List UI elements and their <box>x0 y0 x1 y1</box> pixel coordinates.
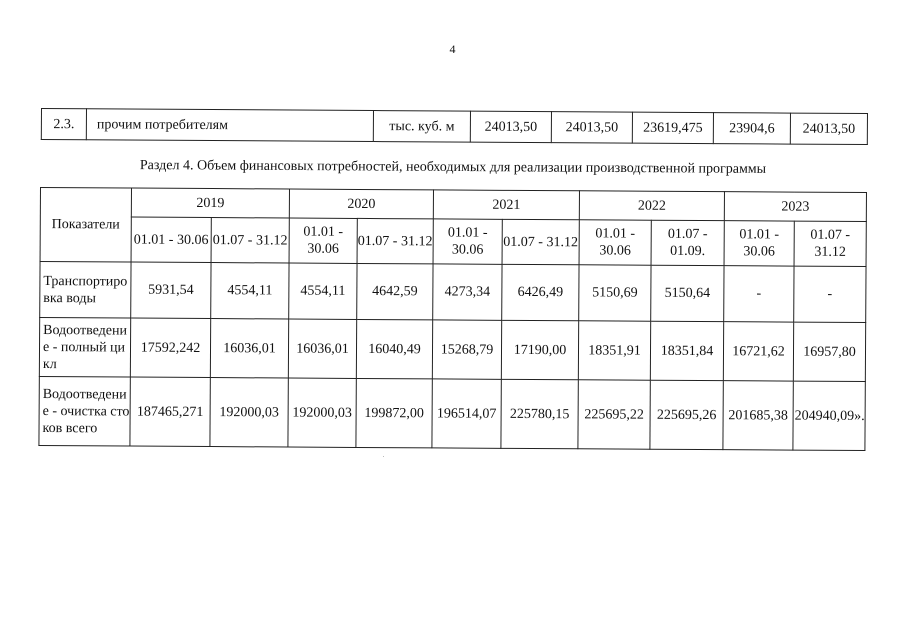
period-header: 01.07 - 31.12 <box>794 221 866 266</box>
financial-needs-table <box>38 187 867 451</box>
table-row <box>41 109 867 145</box>
value-cell: 225695,26 <box>650 380 723 449</box>
value-cell: 17592,242 <box>130 318 210 377</box>
value-cell: 201685,38 <box>723 381 793 450</box>
table-row <box>40 262 866 323</box>
value-cell: 24013,50 <box>790 113 867 144</box>
value-cell: 5150,64 <box>651 265 724 321</box>
row-label: Водоотведение - полный цикл <box>39 318 130 378</box>
table-row <box>39 376 865 450</box>
value-cell: 6426,49 <box>502 264 579 320</box>
year-header: 2023 <box>724 192 866 222</box>
year-header: 2020 <box>289 189 433 219</box>
period-header: 01.07 - 31.12 <box>211 218 289 263</box>
page-number: 4 <box>449 42 456 56</box>
period-header: 01.07 - 01.09. <box>651 220 724 265</box>
value-cell: 225780,15 <box>501 379 578 448</box>
value-cell: 4554,11 <box>211 263 289 319</box>
row-label: прочим потребителям <box>86 109 373 142</box>
value-cell: 17190,00 <box>501 320 578 379</box>
value-cell: 4642,59 <box>357 263 433 319</box>
value-cell: 16957,80 <box>793 322 865 381</box>
value-cell: 23904,6 <box>713 113 790 144</box>
scan-speck <box>383 456 384 457</box>
value-cell: 192000,03 <box>210 378 288 447</box>
year-header: 2022 <box>579 191 724 221</box>
value-cell: 16721,62 <box>723 322 793 381</box>
value-cell: 18351,84 <box>650 321 723 380</box>
period-header: 01.01 - 30.06 <box>433 219 502 264</box>
year-header: 2019 <box>131 188 289 218</box>
value-cell: 24013,50 <box>551 112 632 143</box>
row-number: 2.3. <box>41 109 86 140</box>
period-header: 01.07 - 31.12 <box>502 219 579 264</box>
year-header: 2021 <box>433 190 579 220</box>
value-cell: 16040,49 <box>356 319 432 378</box>
period-header: 01.01 - 30.06 <box>724 221 794 266</box>
value-cell: 24013,50 <box>470 111 551 142</box>
value-cell: 16036,01 <box>288 319 356 378</box>
value-cell: - <box>724 266 794 322</box>
value-cell: 204940,09». <box>793 381 865 450</box>
value-cell: 196514,07 <box>432 379 501 448</box>
value-cell: 4273,34 <box>433 264 502 320</box>
unit-cell: тыс. куб. м <box>373 111 470 143</box>
value-cell: 225695,22 <box>578 380 650 449</box>
row-label: Транспортировка воды <box>40 262 131 319</box>
value-cell: 199872,00 <box>356 378 432 447</box>
table-row <box>39 318 865 382</box>
row-label: Водоотведение - очистка стоков всего <box>39 376 130 446</box>
value-cell: 18351,91 <box>578 321 650 380</box>
section-title: Раздел 4. Объем финансовых потребностей, необходимых для реализации производственной программы <box>139 158 767 177</box>
period-header-row <box>40 217 866 267</box>
value-cell: 5150,69 <box>579 265 651 321</box>
value-cell: - <box>794 266 866 322</box>
value-cell: 23619,475 <box>632 112 713 143</box>
period-header: 01.01 - 30.06 <box>131 217 211 262</box>
period-header: 01.01 - 30.06 <box>579 220 651 265</box>
period-header: 01.07 - 31.12 <box>357 218 433 263</box>
value-cell: 192000,03 <box>288 378 356 447</box>
value-cell: 15268,79 <box>432 320 501 379</box>
value-cell: 4554,11 <box>289 263 357 319</box>
value-cell: 187465,271 <box>130 377 210 446</box>
indicators-header: Показатели <box>40 188 131 263</box>
top-table <box>41 108 868 145</box>
value-cell: 16036,01 <box>210 319 288 378</box>
period-header: 01.01 - 30.06 <box>289 218 357 263</box>
value-cell: 5931,54 <box>131 262 211 318</box>
